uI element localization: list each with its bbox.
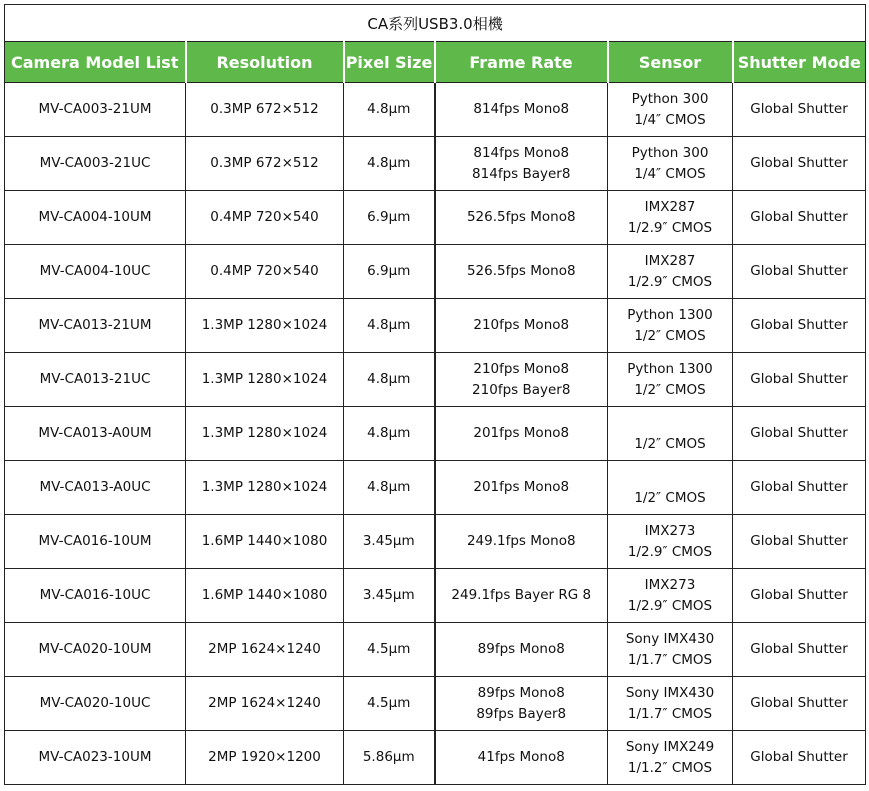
cell-frame-rate (435, 191, 608, 245)
frame-rate-line: 41fps Mono8 (477, 749, 565, 765)
cell-model: MV-CA013-A0UC (5, 461, 186, 515)
cell-resolution: 1.3MP 1280×1024 (186, 461, 344, 515)
cell-resolution: 2MP 1920×1200 (186, 731, 344, 785)
sensor-line: Python 1300 (627, 360, 713, 377)
frame-rate-line: 201fps Mono8 (473, 479, 570, 495)
frame-rate-line: 814fps Mono8 (473, 101, 570, 117)
cell-frame-rate (435, 623, 608, 677)
cell-model: MV-CA013-21UC (5, 353, 186, 407)
cell-sensor (608, 731, 733, 785)
cell-sensor (608, 191, 733, 245)
frame-rate-line: 201fps Mono8 (473, 425, 570, 441)
cell-resolution: 1.6MP 1440×1080 (186, 515, 344, 569)
cell-sensor (608, 137, 733, 191)
table-body (5, 83, 866, 785)
cell-pixel-size: 4.5μm (344, 677, 435, 731)
cell-resolution: 2MP 1624×1240 (186, 677, 344, 731)
cell-frame-rate (435, 677, 608, 731)
cell-shutter-mode: Global Shutter (733, 407, 866, 461)
frame-rate-line: 210fps Mono8 (473, 317, 570, 333)
cell-model: MV-CA013-A0UM (5, 407, 186, 461)
cell-shutter-mode: Global Shutter (733, 677, 866, 731)
cell-pixel-size: 4.8μm (344, 83, 435, 137)
cell-model: MV-CA023-10UM (5, 731, 186, 785)
cell-resolution: 2MP 1624×1240 (186, 623, 344, 677)
sensor-line: 1/2″ CMOS (634, 327, 706, 344)
table-row (5, 353, 866, 407)
frame-rate-line: 210fps Mono8 (473, 360, 570, 377)
frame-rate-line: 814fps Bayer8 (472, 165, 571, 182)
frame-rate-line: 89fps Mono8 (477, 684, 565, 701)
table-row (5, 569, 866, 623)
sensor-line: 1/2″ CMOS (634, 489, 706, 506)
sensor-line: Python 300 (631, 144, 709, 161)
cell-frame-rate (435, 83, 608, 137)
cell-frame-rate (435, 299, 608, 353)
sensor-line: Sony IMX430 (625, 630, 715, 647)
frame-rate-line: 526.5fps Mono8 (466, 209, 576, 225)
cell-shutter-mode: Global Shutter (733, 623, 866, 677)
cell-model: MV-CA004-10UC (5, 245, 186, 299)
sensor-line: 1/1.7″ CMOS (627, 705, 713, 722)
cell-pixel-size: 5.86μm (344, 731, 435, 785)
cell-model: MV-CA003-21UC (5, 137, 186, 191)
header-shutter-mode: Shutter Mode (733, 42, 866, 83)
sensor-line: 1/2.9″ CMOS (627, 597, 713, 614)
frame-rate-line: 814fps Mono8 (473, 144, 570, 161)
cell-sensor (608, 569, 733, 623)
sensor-line: IMX273 (644, 576, 696, 593)
table-title: CA系列USB3.0相機 (5, 5, 866, 42)
cell-frame-rate (435, 137, 608, 191)
sensor-line: 1/4″ CMOS (634, 111, 706, 128)
table-row (5, 137, 866, 191)
cell-shutter-mode: Global Shutter (733, 245, 866, 299)
cell-shutter-mode: Global Shutter (733, 515, 866, 569)
cell-shutter-mode: Global Shutter (733, 83, 866, 137)
cell-shutter-mode: Global Shutter (733, 569, 866, 623)
cell-sensor (608, 83, 733, 137)
table-row (5, 83, 866, 137)
cell-sensor (608, 245, 733, 299)
sensor-line: 1/2.9″ CMOS (627, 219, 713, 236)
cell-frame-rate (435, 569, 608, 623)
sensor-line: 1/1.7″ CMOS (627, 651, 713, 668)
cell-sensor (608, 461, 733, 515)
sensor-line: 1/2″ CMOS (634, 435, 706, 452)
sensor-line: IMX273 (644, 522, 696, 539)
cell-model: MV-CA016-10UC (5, 569, 186, 623)
table-row (5, 191, 866, 245)
table-row (5, 245, 866, 299)
cell-resolution: 1.3MP 1280×1024 (186, 407, 344, 461)
header-camera-model: Camera Model List (5, 42, 186, 83)
cell-resolution: 0.3MP 672×512 (186, 137, 344, 191)
cell-resolution: 1.3MP 1280×1024 (186, 353, 344, 407)
cell-sensor (608, 677, 733, 731)
frame-rate-line: 249.1fps Mono8 (466, 533, 576, 549)
cell-model: MV-CA016-10UM (5, 515, 186, 569)
sensor-line: 1/1.2″ CMOS (627, 759, 713, 776)
cell-pixel-size: 3.45μm (344, 569, 435, 623)
cell-sensor (608, 623, 733, 677)
sensor-line: IMX287 (644, 198, 696, 215)
table-row (5, 677, 866, 731)
cell-pixel-size: 4.8μm (344, 353, 435, 407)
cell-frame-rate (435, 731, 608, 785)
frame-rate-line: 89fps Bayer8 (476, 705, 567, 722)
spec-table-container (4, 4, 865, 785)
cell-model: MV-CA013-21UM (5, 299, 186, 353)
header-row (5, 42, 866, 83)
table-row (5, 623, 866, 677)
cell-frame-rate (435, 245, 608, 299)
sensor-line: Sony IMX430 (625, 684, 715, 701)
frame-rate-line: 89fps Mono8 (477, 641, 565, 657)
header-pixel-size: Pixel Size (344, 42, 435, 83)
header-frame-rate: Frame Rate (435, 42, 608, 83)
cell-pixel-size: 4.8μm (344, 299, 435, 353)
table-row (5, 407, 866, 461)
cell-resolution: 0.4MP 720×540 (186, 245, 344, 299)
frame-rate-line: 210fps Bayer8 (472, 381, 571, 398)
frame-rate-line: 249.1fps Bayer RG 8 (451, 587, 592, 603)
sensor-line: 1/2.9″ CMOS (627, 543, 713, 560)
cell-sensor (608, 515, 733, 569)
sensor-line: 1/4″ CMOS (634, 165, 706, 182)
cell-pixel-size: 4.5μm (344, 623, 435, 677)
header-resolution: Resolution (186, 42, 344, 83)
cell-shutter-mode: Global Shutter (733, 461, 866, 515)
table-row (5, 731, 866, 785)
cell-resolution: 1.3MP 1280×1024 (186, 299, 344, 353)
sensor-line: 1/2″ CMOS (634, 381, 706, 398)
table-row (5, 461, 866, 515)
frame-rate-line: 526.5fps Mono8 (466, 263, 576, 279)
cell-pixel-size: 4.8μm (344, 137, 435, 191)
cell-pixel-size: 3.45μm (344, 515, 435, 569)
cell-resolution: 1.6MP 1440×1080 (186, 569, 344, 623)
cell-shutter-mode: Global Shutter (733, 731, 866, 785)
cell-model: MV-CA003-21UM (5, 83, 186, 137)
cell-model: MV-CA004-10UM (5, 191, 186, 245)
cell-pixel-size: 6.9μm (344, 245, 435, 299)
cell-pixel-size: 6.9μm (344, 191, 435, 245)
header-sensor: Sensor (608, 42, 733, 83)
cell-frame-rate (435, 353, 608, 407)
camera-spec-table (4, 4, 866, 785)
cell-model: MV-CA020-10UC (5, 677, 186, 731)
cell-shutter-mode: Global Shutter (733, 299, 866, 353)
sensor-line (608, 467, 732, 488)
cell-resolution: 0.4MP 720×540 (186, 191, 344, 245)
cell-frame-rate (435, 461, 608, 515)
sensor-line: IMX287 (644, 252, 696, 269)
sensor-line: Python 300 (631, 90, 709, 107)
table-row (5, 515, 866, 569)
cell-shutter-mode: Global Shutter (733, 191, 866, 245)
cell-sensor (608, 353, 733, 407)
sensor-line: 1/2.9″ CMOS (627, 273, 713, 290)
cell-model: MV-CA020-10UM (5, 623, 186, 677)
cell-shutter-mode: Global Shutter (733, 137, 866, 191)
sensor-line (608, 413, 732, 434)
cell-frame-rate (435, 515, 608, 569)
cell-resolution: 0.3MP 672×512 (186, 83, 344, 137)
sensor-line: Python 1300 (627, 306, 713, 323)
cell-sensor (608, 407, 733, 461)
cell-shutter-mode: Global Shutter (733, 353, 866, 407)
sensor-line: Sony IMX249 (625, 738, 715, 755)
table-row (5, 299, 866, 353)
cell-frame-rate (435, 407, 608, 461)
cell-sensor (608, 299, 733, 353)
cell-pixel-size: 4.8μm (344, 461, 435, 515)
cell-pixel-size: 4.8μm (344, 407, 435, 461)
